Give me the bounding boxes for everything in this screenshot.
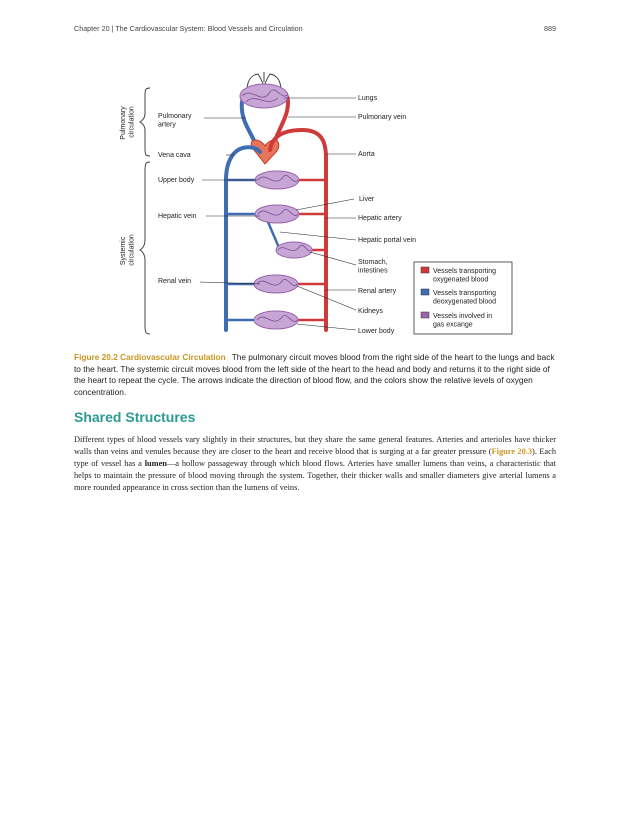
section-heading: Shared Structures [74,409,196,425]
kidney-capillary-bed [254,275,298,293]
lung-capillary-bed [240,84,288,108]
systemic-arteries [270,130,326,330]
svg-text:Vessels involved in: Vessels involved in gas excange [433,313,493,329]
heart-icon [251,140,279,164]
circulation-diagram [74,62,556,347]
liver-label: Liver [359,196,375,203]
lungs-label: Lungs [358,95,378,102]
figure-number: Figure 20.2 Cardiovascular Circulation [74,352,226,362]
vena-cava-label: Vena cava [158,152,191,159]
hepatic-vein-label: Hepatic vein [158,213,197,220]
term-lumen: lumen [144,459,167,469]
systemic-circulation-label: Systemic circulation [120,234,136,266]
body-text-part-1: Different types of blood vessels vary slightly in their structures, but they share the same general features. Arteries and arterioles have thicker walls than veins and venules because they are closer to the heart and receive blood that is surging at a far greater pressure ( [74,435,556,457]
hepatic-portal-vein-label: Hepatic portal vein [358,237,416,244]
intestine-capillary-bed [276,242,312,258]
hepatic-artery-label: Hepatic artery [358,215,402,222]
svg-text:Vessels transporting: Vessels transporting deoxygenated blood [433,290,497,306]
svg-text:Vessels transporting: Vessels transporting oxygenated blood [433,268,497,284]
page-number: 889 [544,24,556,33]
upper-body-label: Upper body [158,177,195,184]
pulmonary-circulation-label: Pulmonary circulation [120,106,136,140]
kidneys-label: Kidneys [358,308,383,315]
liver-capillary-bed [255,205,299,223]
lower-body-capillary-bed [254,311,298,329]
circulation-braces [140,88,150,334]
figure-caption [74,352,556,398]
systemic-capillary-beds [254,171,312,329]
aorta-label: Aorta [358,151,375,158]
lower-body-label: Lower body [358,328,395,335]
caption-text: The pulmonary circuit moves blood from the right side of the heart to the lungs and back to the heart. The systemic circuit moves blood from the left side of the heart to the head and body and returns it to the right side of the heart to repeat the cycle. The arrows indicate the direction of blood flow, and the colors show the relative levels of oxygen concentration. [74,352,555,397]
pulmonary-vein-label: Pulmonary vein [358,114,407,121]
chapter-title: Chapter 20 | The Cardiovascular System: Blood Vessels and Circulation [74,24,303,33]
figure-reference-link[interactable]: Figure 20.3 [491,447,533,457]
circulation-figure [74,62,556,347]
renal-artery-label: Renal artery [358,288,397,295]
body-paragraph [74,434,556,494]
running-header [74,24,556,36]
legend [414,262,512,334]
pulmonary-artery-label: Pulmonary artery [158,113,192,129]
body-text-part-2: ). Each type of vessel has a [74,447,556,469]
body-text-part-3: —a hollow passageway through which blood flows. Arteries have smaller lumens than veins, a characteristic that helps to maintain the pressure of blood moving through the system. Together, their thicker walls and smaller diameters give arterial lumens a more rounded appearance in cross section than the lumens of veins. [74,459,556,493]
renal-vein-label: Renal vein [158,278,192,285]
stomach-intestines-label: Stomach, intestines [358,259,388,275]
upper-body-capillary-bed [255,171,299,189]
